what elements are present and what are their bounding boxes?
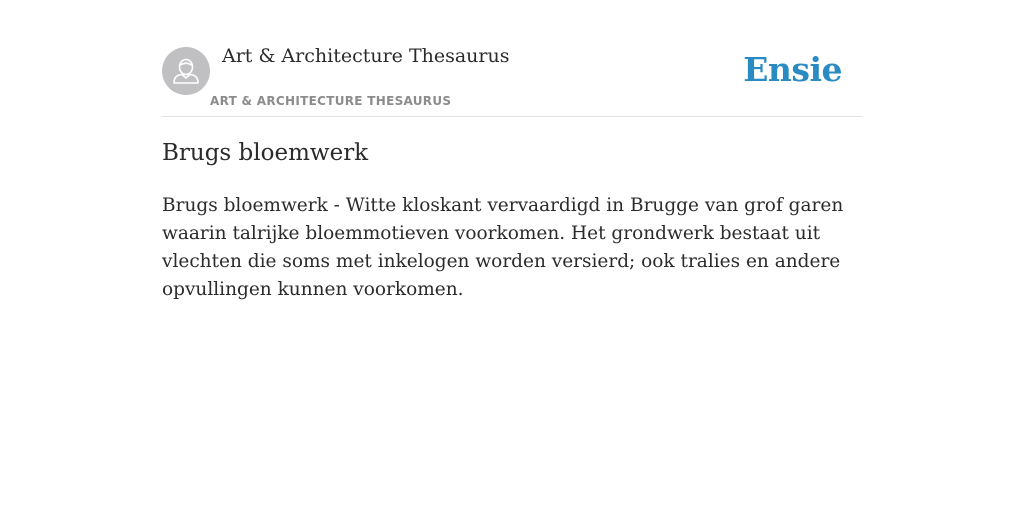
source-label[interactable]: ART & ARCHITECTURE THESAURUS bbox=[210, 94, 452, 108]
entry-header bbox=[162, 0, 862, 117]
author-name[interactable]: Art & Architecture Thesaurus bbox=[222, 45, 510, 67]
entry-body: Brugs bloemwerk - Witte kloskant vervaardigd in Brugge van grof garen waarin talrijke bloemmotieven voorkomen. Het grondwerk bestaat uit vlechten die soms met inkelogen worden versierd; ook tralies en andere opvullingen kunnen voorkomen. bbox=[162, 195, 844, 300]
author-avatar[interactable] bbox=[162, 47, 210, 95]
user-placeholder-icon bbox=[162, 47, 210, 95]
entry-card bbox=[162, 0, 862, 300]
brand-logo[interactable]: Ensie bbox=[743, 50, 842, 89]
entry-title: Brugs bloemwerk bbox=[162, 140, 369, 166]
